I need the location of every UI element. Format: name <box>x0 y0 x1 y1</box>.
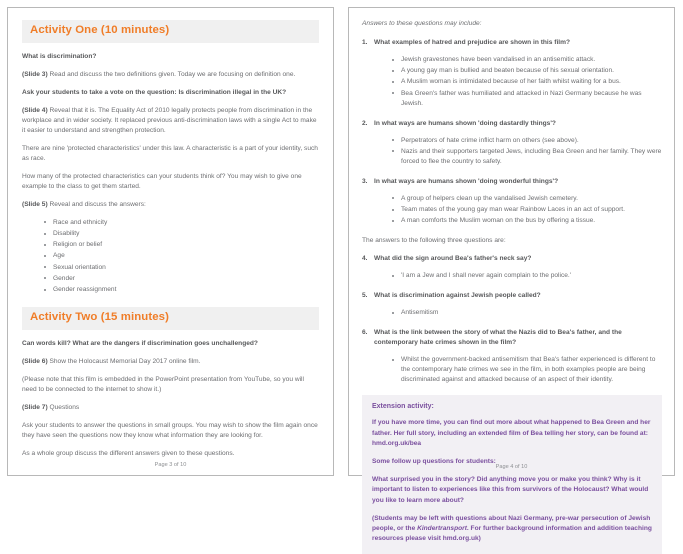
list-item: Gender reassignment <box>44 285 319 295</box>
question-2-answers <box>362 136 662 167</box>
question-6-answers <box>362 355 662 385</box>
question-1-answers <box>362 55 662 109</box>
page-3-content <box>8 8 333 467</box>
list-item: Sexual orientation <box>44 263 319 273</box>
protected-characteristics-list <box>22 218 319 295</box>
whole-group-paragraph: As a whole group discuss the different answers given to these questions. <box>22 449 235 457</box>
activity-one-title: Activity One (10 minutes) <box>30 24 170 36</box>
extension-closing-note <box>372 514 652 545</box>
question-4-number: 4. <box>362 255 368 263</box>
slide-3-label: (Slide 3) <box>22 70 48 78</box>
question-6 <box>362 328 662 348</box>
answers-intro: Answers to these questions may include: <box>362 20 482 27</box>
kindertransport-term: Kindertransport <box>417 525 467 533</box>
question-3 <box>362 177 662 187</box>
question-2 <box>362 119 662 129</box>
list-item: Age <box>44 251 319 261</box>
list-item: Whilst the government-backed antisemitism that Bea's father experienced is different to the contemporary hate crimes we see in the film, in both examples people are being discriminated against and attacked because of an aspect of their identity. <box>392 355 662 385</box>
film-note: (Please note that this film is embedded in the PowerPoint presentation from YouTube, so you will need to be connected to the internet to show it.) <box>22 375 304 393</box>
question-3-answers <box>362 194 662 226</box>
extension-paragraph-1 <box>372 418 652 449</box>
slide-6-label: (Slide 6) <box>22 357 48 365</box>
list-item: Perpetrators of hate crime inflict harm on others (see above). <box>392 136 662 146</box>
slide-6-text: Show the Holocaust Memorial Day 2017 online film. <box>47 357 201 365</box>
hmd-bea-link[interactable]: hmd.org.uk/bea <box>372 439 422 447</box>
slide-4-label: (Slide 4) <box>22 106 48 114</box>
list-item: Team mates of the young gay man wear Rainbow Laces in an act of support. <box>392 205 662 215</box>
slide-4-text: Reveal that it is. The Equality Act of 2010 legally protects people from discrimination in the workplace and in wider society. It replaced previous anti-discrimination laws with a single Act to make it easier to understand and strengthen protection. <box>22 106 317 134</box>
extension-closing-post: ) <box>478 535 481 543</box>
list-item: A group of helpers clean up the vandalised Jewish cemetery. <box>392 194 662 204</box>
followup-heading: Some follow up questions for students: <box>372 458 496 466</box>
list-item: A Muslim woman is intimidated because of her faith whilst waiting for a bus. <box>392 77 662 87</box>
question-1-number: 1. <box>362 38 368 46</box>
question-4-text: What did the sign around Bea's father's neck say? <box>374 255 532 263</box>
question-2-number: 2. <box>362 119 368 127</box>
question-5-number: 5. <box>362 292 368 300</box>
extension-activity-title: Extension activity: <box>372 403 434 411</box>
extension-closing-pre: (Students may be left with questions about Nazi Germany, pre-war persecution of Jewish people, or the <box>372 514 651 533</box>
question-1-text: What examples of hatred and prejudice are shown in this film? <box>374 38 571 46</box>
question-6-text: What is the link between the story of what the Nazis did to Bea's father, and the contemporary hate crimes shown in the film? <box>374 329 622 347</box>
list-item: A man comforts the Muslim woman on the bus by offering a tissue. <box>392 216 662 226</box>
small-groups-paragraph: Ask your students to answer the questions in small groups. You may wish to show the film again once they have seen the questions now they know what information they are looking for. <box>22 421 318 439</box>
activity-two-intro-question: Can words kill? What are the dangers if discrimination goes unchallenged? <box>22 339 258 347</box>
question-6-number: 6. <box>362 329 368 337</box>
list-item: 'I am a Jew and I shall never again complain to the police.' <box>392 271 662 281</box>
page-4 <box>348 7 675 543</box>
slide-3-paragraph <box>22 70 319 80</box>
question-3-text: In what ways are humans shown 'doing wonderful things'? <box>374 177 559 185</box>
followup-questions: What surprised you in the story? Did anything move you or make you think? Why is it important to listen to experiences like this from survivors of the Holocaust? What would you like to learn more about? <box>372 476 649 504</box>
slide-7-text: Questions <box>47 403 80 411</box>
list-item: Gender <box>44 274 319 284</box>
list-item: Jewish gravestones have been vandalised in an antisemitic attack. <box>392 55 662 65</box>
extension-paragraph-1-text: If you have more time, you can find out more about what happened to Bea Green and her father. Her full story, including an extended film of Bea telling her story, can be found at: <box>372 419 651 437</box>
question-3-number: 3. <box>362 177 368 185</box>
activity-two-title: Activity Two (15 minutes) <box>30 311 169 324</box>
question-5-answers <box>362 308 662 318</box>
page-gap <box>334 0 348 469</box>
list-item: Nazis and their supporters targeted Jews, including Bea Green and her family. They were forced to flee the country to safety. <box>392 147 662 167</box>
list-item: Religion or belief <box>44 240 319 250</box>
extension-closing-mid: . For further background information and addition teaching resources please visit <box>372 525 652 543</box>
slide-7-paragraph <box>22 403 319 413</box>
list-item: Bea Green's father was humiliated and attacked in Nazi Germany because he was Jewish. <box>392 89 662 109</box>
extension-activity-box <box>362 395 662 553</box>
question-4-answers <box>362 271 662 281</box>
question-5 <box>362 291 662 301</box>
activity-two-header <box>22 307 319 330</box>
page-3-footer: Page 3 of 10 <box>154 462 187 468</box>
question-4 <box>362 254 662 264</box>
slide-6-paragraph <box>22 357 319 367</box>
slide-5-paragraph <box>22 200 319 210</box>
list-item: A young gay man is bullied and beaten because of his sexual orientation. <box>392 66 662 76</box>
slide-7-label: (Slide 7) <box>22 403 48 411</box>
question-2-text: In what ways are humans shown 'doing dastardly things'? <box>374 119 556 127</box>
page-4-footer: Page 4 of 10 <box>495 464 528 470</box>
list-item: Disability <box>44 229 319 239</box>
page-3 <box>7 7 334 476</box>
question-1 <box>362 38 662 48</box>
following-three-note: The answers to the following three questions are: <box>362 237 506 245</box>
activity-one-header <box>22 20 319 43</box>
list-item: Race and ethnicity <box>44 218 319 228</box>
slide-3-text: Read and discuss the two definitions given. Today we are focusing on definition one. <box>47 70 296 78</box>
question-5-text: What is discrimination against Jewish people called? <box>374 292 541 300</box>
slide-5-text: Reveal and discuss the answers: <box>47 200 146 208</box>
page-4-content <box>349 8 674 554</box>
how-many-paragraph: How many of the protected characteristics can your students think of? You may wish to give one example to the class to get them started. <box>22 172 302 190</box>
vote-prompt: Ask your students to take a vote on the question: Is discrimination illegal in the UK? <box>22 88 287 96</box>
activity-one-intro-question: What is discrimination? <box>22 52 97 60</box>
slide-5-label: (Slide 5) <box>22 200 48 208</box>
slide-4-paragraph <box>22 106 319 136</box>
hmd-link[interactable]: hmd.org.uk <box>442 535 479 543</box>
list-item: Antisemitism <box>392 308 662 318</box>
nine-characteristics-paragraph: There are nine 'protected characteristics' under this law. A characteristic is a part of your identity, such as race. <box>22 144 318 162</box>
